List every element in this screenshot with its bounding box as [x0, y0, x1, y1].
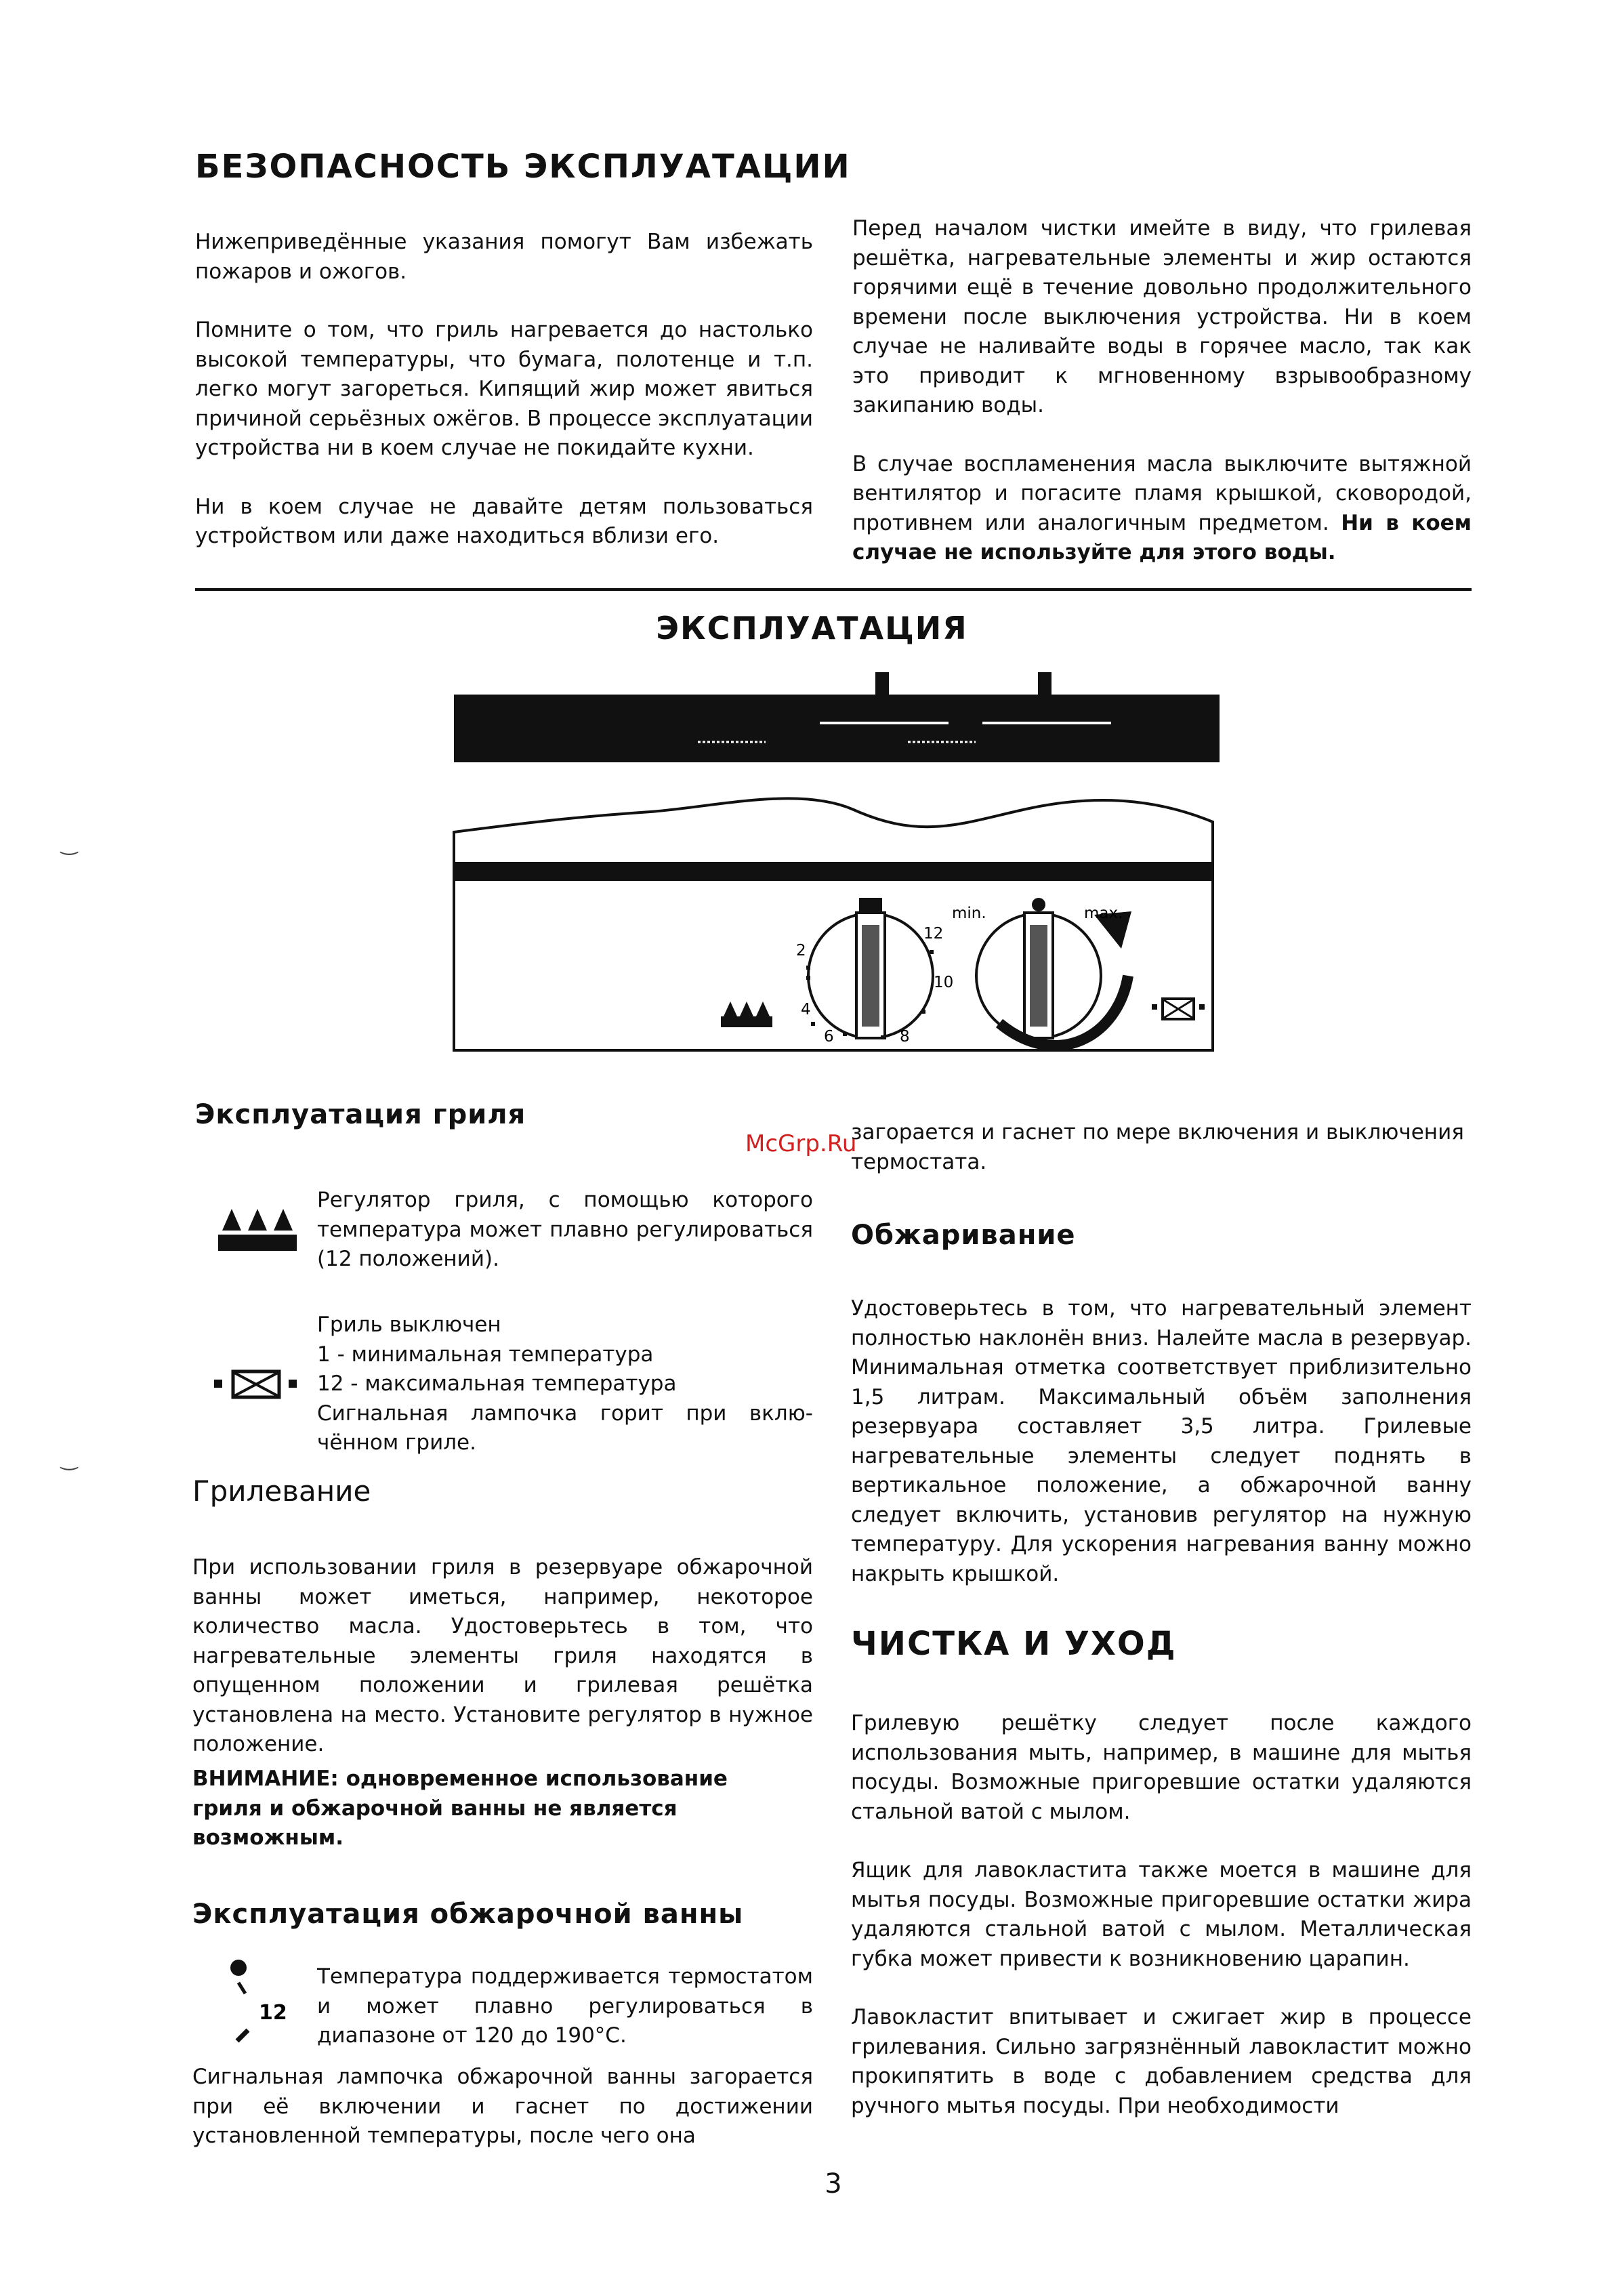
safety-paragraph-4: Перед началом чистки имейте в виду, что грилевая решётка, нагревательные элементы и жир остаются горячими ещё в течение довольно продолжительного времени после выключения устройства. Ни в коем случае не наливайте воды в горячее масло, так как это приводит к мгновенному взрывообразному закипанию воды.	[852, 216, 1472, 417]
knob-post-right	[1038, 672, 1052, 699]
care-title: ЧИСТКА И УХОД	[851, 1625, 1177, 1663]
safety-paragraph-1: Нижеприведённые указания помогут Вам избежать пожаров и ожогов.	[195, 230, 813, 284]
fire-warning-text: Ни в коем случае не используйте для этого воды.	[852, 510, 1472, 564]
care-paragraph-3: Лавокластит впитывает и сжигает жир в процессе грилевания. Сильно загрязнённый лавокластит можно прокипятить в воде с добавлением средства для ручного мытья посуды. При необходимости	[851, 2005, 1472, 2118]
grill-position-max: 12 - максимальная температура	[317, 1371, 677, 1396]
grill-icon	[218, 1199, 306, 1254]
grilling-text: При использовании гриля в резервуаре обжарочной ванны может иметься, например, некоторое количество масла. Удостоверьтесь в том, что нагревательные элементы гриля находятся в опущенном положении и грилевая решётка установлена на место. Установите регулятор в нужное положение.	[192, 1555, 813, 1756]
dial-label-8: 8	[900, 1028, 910, 1046]
dial-label-10: 10	[934, 974, 954, 991]
scan-mark-1: ‿	[61, 832, 78, 856]
dial-label-6: 6	[824, 1028, 834, 1046]
grill-position-off: Гриль выключен	[317, 1313, 501, 1337]
safety-right-column	[852, 214, 1472, 568]
knob-post-left	[875, 672, 889, 699]
safety-paragraph-5	[852, 450, 1472, 568]
care-paragraph-1: Грилевую решётку следует после каждого использования мыть, например, в машине для мытья посуды. Возможные пригоревшие остатки удаляются стальной ватой с мылом.	[851, 1711, 1472, 1824]
cooktop-bar	[454, 695, 1220, 762]
fryer-lamp-text: Сигнальная лампочка обжарочной ванны загорается при её включении и гаснет по достижении установленной температуры, после чего она	[192, 2065, 813, 2148]
watermark: McGrp.Ru	[745, 1130, 857, 1157]
grill-lamp-icon	[211, 1363, 306, 1404]
fryer-section-title: Эксплуатация обжарочной ванны	[192, 1899, 744, 1930]
page-number: 3	[825, 2168, 842, 2199]
safety-left-column	[195, 228, 813, 552]
frying-text: Удостоверьтесь в том, что нагревательный элемент полностью наклонён вниз. Налейте масла в резервуар. Минимальная отметка соответствует приблизительно 1,5 литрам. Максимальный объём заполнения резервуара составляет 3,5 литра. Грилевые нагревательные элементы следует поднять в вертикальное положение, а обжарочной ванну следует включить, установив регулятор на нужную температуру. Для ускорения нагревания ванну можно накрыть крышкой.	[851, 1296, 1472, 1586]
frying-title: Обжаривание	[851, 1220, 1076, 1251]
dial-label-max: max.	[1084, 905, 1123, 922]
grill-regulator-text: Регулятор гриля, с помощью которого температура может плавно регулироваться (12 положений).	[317, 1188, 813, 1271]
appliance-diagram	[447, 657, 1226, 1064]
operation-title: ЭКСПЛУАТАЦИЯ	[656, 610, 968, 646]
warning-text: одновременное использование гриля и обжарочной ванны не является возможным.	[192, 1767, 728, 1850]
section-divider	[195, 588, 1472, 591]
fryer-thermostat-icon	[224, 1956, 305, 2057]
grill-section-title: Эксплуатация гриля	[195, 1099, 526, 1130]
fryer-icon-number: 12	[259, 2001, 287, 2025]
grilling-warning	[192, 1764, 789, 1853]
safety-paragraph-2: Помните о том, что гриль нагревается до настолько высокой температуры, что бумага, полотенце и т.п. легко могут загореться. Кипящий жир может явиться причиной серьёзных ожёгов. В процессе эксплуатации устройства ни в коем случае не покидайте кухни.	[195, 318, 813, 460]
grilling-title: Грилевание	[192, 1474, 371, 1508]
scan-mark-2: ‿	[61, 1447, 78, 1471]
safety-paragraph-3: Ни в коем случае не давайте детям пользоваться устройством или даже находиться вблизи его.	[195, 494, 813, 548]
dial-label-min: min.	[952, 905, 986, 922]
dial-label-2: 2	[796, 942, 806, 959]
care-paragraph-2: Ящик для лавокластита также моется в машине для мытья посуды. Возможные пригоревшие остатки жира удаляются стальной ватой с мылом. Металлическая губка может привести к возникновению царапин.	[851, 1858, 1472, 1971]
fire-instruction-text: В случае воспламенения масла выключите вытяжной вентилятор и погасите пламя крышкой, сковородой, противнем или аналогичным предметом.	[852, 451, 1472, 535]
page-title: БЕЗОПАСНОСТЬ ЭКСПЛУАТАЦИИ	[195, 148, 851, 186]
care-column	[851, 1709, 1472, 2121]
grill-position-min: 1 - минимальная температура	[317, 1342, 654, 1367]
grill-positions-list	[317, 1310, 813, 1458]
dial-label-12: 12	[923, 925, 944, 943]
grill-lamp-note: Сигнальная лампочка горит при вклю-чённом гриле.	[317, 1401, 813, 1455]
fryer-thermostat-text: Температура поддерживается термостатом и может плавно регулироваться в диапазоне от 120 до 190°С.	[317, 1964, 813, 2048]
control-panel-strip	[454, 862, 1213, 881]
warning-label: ВНИМАНИЕ:	[192, 1767, 339, 1791]
dial-label-4: 4	[801, 1001, 811, 1018]
fryer-continuation-text: загорается и гаснет по мере включения и выключения термостата.	[851, 1120, 1464, 1174]
